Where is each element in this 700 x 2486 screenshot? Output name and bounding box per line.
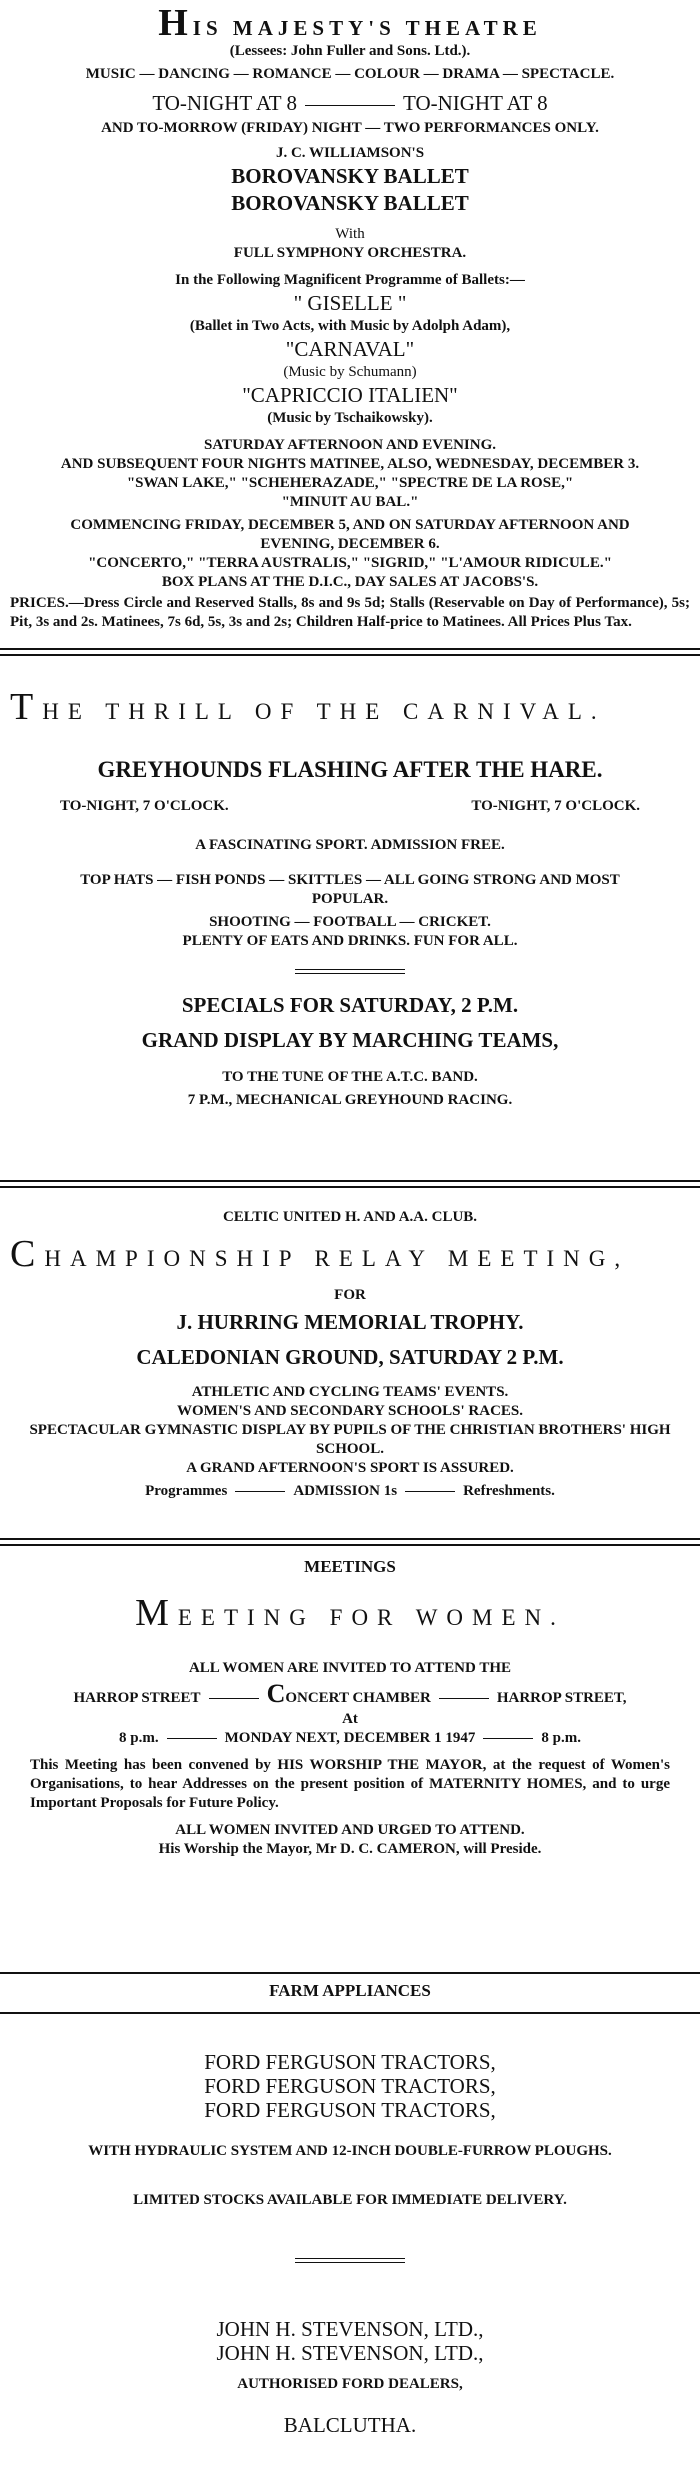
meeting-venue: HARROP STREET CONCERT CHAMBER HARROP STREET, [73,1679,627,1708]
theatre-title: HIS MAJESTY'S THEATRE [158,2,542,44]
theatre-ad [0,0,700,632]
farm-section [0,1980,700,2439]
championship-gymnastic: SPECTACULAR GYMNASTIC DISPLAY BY PUPILS OF THE CHRISTIAN BROTHERS' HIGH SCHOOL. [29,1422,671,1457]
championship-ground: CALEDONIAN GROUND, SATURDAY 2 P.M. [136,1345,564,1369]
championship-club: CELTIC UNITED H. AND A.A. CLUB. [222,1209,478,1225]
ballet-carnaval-note: (Music by Schumann) [283,364,417,380]
farm-stocks: LIMITED STOCKS AVAILABLE FOR IMMEDIATE DELIVERY. [133,2192,567,2208]
section-title-meetings: MEETINGS [304,1557,396,1576]
championship-footer: Programmes ADMISSION 1s Refreshments. [145,1483,555,1499]
theatre-presenter: J. C. WILLIAMSON'S [275,145,425,161]
divider [0,1972,700,1974]
carnival-ad [0,688,700,1110]
theatre-saturday: SATURDAY AFTERNOON AND EVENING. [204,437,496,453]
carnival-shooting: SHOOTING — FOOTBALL — CRICKET. [209,914,491,930]
ballet-capriccio-note: (Music by Tschaikowsky). [267,410,433,426]
farm-authorised: AUTHORISED FORD DEALERS, [237,2376,463,2392]
tractor-line: FORD FERGUSON TRACTORS, [204,2050,496,2074]
carnival-headline: GREYHOUNDS FLASHING AFTER THE HARE. [97,757,603,782]
meeting-title: MEETING FOR WOMEN. [135,1592,565,1634]
theatre-tonight: TO-NIGHT AT 8 TO-NIGHT AT 8 [152,91,548,115]
theatre-program-2b: "MINUIT AU BAL." [281,494,419,510]
championship-races: WOMEN'S AND SECONDARY SCHOOLS' RACES. [176,1403,524,1419]
championship-trophy: J. HURRING MEMORIAL TROPHY. [176,1310,524,1334]
theatre-orchestra: FULL SYMPHONY ORCHESTRA. [233,245,467,261]
meeting-urged: ALL WOMEN INVITED AND URGED TO ATTEND. [175,1822,525,1838]
theatre-commencing: COMMENCING FRIDAY, DECEMBER 5, AND ON SATURDAY AFTERNOON AND [70,517,630,533]
carnival-grand-display: GRAND DISPLAY BY MARCHING TEAMS, [141,1028,559,1052]
theatre-prices: PRICES.—Dress Circle and Reserved Stalls, 8s and 9s 5d; Stalls (Reservable on Day of Performance), 5s; Pit, 3s and 2s. Matinees, 7s 6d, 5s, 3s and 2s; Children Half-price to Matinees. All Prices Plus Tax. [10,595,690,630]
meeting-preside: His Worship the Mayor, Mr D. C. CAMERON, will Preside. [158,1841,542,1857]
meeting-invited: ALL WOMEN ARE INVITED TO ATTEND THE [188,1660,512,1676]
theatre-program-2: "SWAN LAKE," "SCHEHERAZADE," "SPECTRE DE LA ROSE," [126,475,574,491]
theatre-tomorrow: AND TO-MORROW (FRIDAY) NIGHT — TWO PERFORMANCES ONLY. [101,120,599,136]
carnival-title: THE THRILL OF THE CARNIVAL. [10,686,606,728]
theatre-company-2: BOROVANSKY BALLET [231,191,469,215]
championship-afternoon: A GRAND AFTERNOON'S SPORT IS ASSURED. [186,1460,514,1476]
championship-events: ATHLETIC AND CYCLING TEAMS' EVENTS. [191,1384,509,1400]
tractor-line: FORD FERGUSON TRACTORS, [204,2098,496,2122]
farm-hydraulic: WITH HYDRAULIC SYSTEM AND 12-INCH DOUBLE-FURROW PLOUGHS. [88,2143,612,2159]
theatre-with: With [335,226,365,242]
section-title-farm: FARM APPLIANCES [269,1981,431,2000]
theatre-programme-intro: In the Following Magnificent Programme of Ballets:— [175,272,525,288]
carnival-mechanical: 7 P.M., MECHANICAL GREYHOUND RACING. [187,1092,513,1108]
theatre-box-plans: BOX PLANS AT THE D.I.C., DAY SALES AT JACOBS'S. [161,574,539,590]
carnival-tonight: TO-NIGHT, 7 O'CLOCK. TO-NIGHT, 7 O'CLOCK. [60,798,640,814]
theatre-company-1: BOROVANSKY BALLET [231,164,469,188]
championship-for: FOR [334,1287,366,1303]
farm-town: BALCLUTHA. [283,2413,417,2437]
championship-ad [0,1208,700,1501]
meeting-at: At [342,1711,358,1727]
divider [295,2258,405,2263]
ballet-capriccio: "CAPRICCIO ITALIEN" [242,383,458,407]
divider [0,2012,700,2014]
ballet-carnaval: "CARNAVAL" [285,337,415,361]
divider [0,1538,700,1546]
meetings-section [0,1556,700,1859]
divider [0,648,700,656]
theatre-subsequent: AND SUBSEQUENT FOUR NIGHTS MATINEE, ALSO, WEDNESDAY, DECEMBER 3. [60,456,640,472]
championship-title: CHAMPIONSHIP RELAY MEETING, [10,1233,630,1275]
dealer-name: JOHN H. STEVENSON, LTD., [216,2317,484,2341]
carnival-fascinating: A FASCINATING SPORT. ADMISSION FREE. [195,837,505,853]
ballet-giselle-note: (Ballet in Two Acts, with Music by Adolph Adam), [189,318,511,334]
carnival-specials: SPECIALS FOR SATURDAY, 2 P.M. [181,993,519,1017]
dealer-name: JOHN H. STEVENSON, LTD., [216,2341,484,2365]
meeting-date: 8 p.m. MONDAY NEXT, DECEMBER 1 1947 8 p.m. [119,1730,581,1746]
divider [295,969,405,974]
theatre-genres: MUSIC — DANCING — ROMANCE — COLOUR — DRAMA — SPECTACLE. [85,66,615,82]
meeting-convened: This Meeting has been convened by HIS WORSHIP THE MAYOR, at the request of Women's Organisations, to hear Addresses on the present position of MATERNITY HOMES, and to urge Important Proposals for Future Policy. [30,1757,670,1811]
carnival-tune: TO THE TUNE OF THE A.T.C. BAND. [222,1069,478,1085]
divider [0,1180,700,1188]
carnival-plenty: PLENTY OF EATS AND DRINKS. FUN FOR ALL. [182,933,518,949]
ballet-giselle: " GISELLE " [293,291,407,315]
theatre-program-3: "CONCERTO," "TERRA AUSTRALIS," "SIGRID," "L'AMOUR RIDICULE." [88,555,612,571]
tractor-line: FORD FERGUSON TRACTORS, [204,2074,496,2098]
carnival-top-hats: TOP HATS — FISH PONDS — SKITTLES — ALL GOING STRONG AND MOST POPULAR. [80,872,620,907]
theatre-commencing-b: EVENING, DECEMBER 6. [260,536,440,552]
theatre-lessees: (Lessees: John Fuller and Sons. Ltd.). [229,43,471,59]
